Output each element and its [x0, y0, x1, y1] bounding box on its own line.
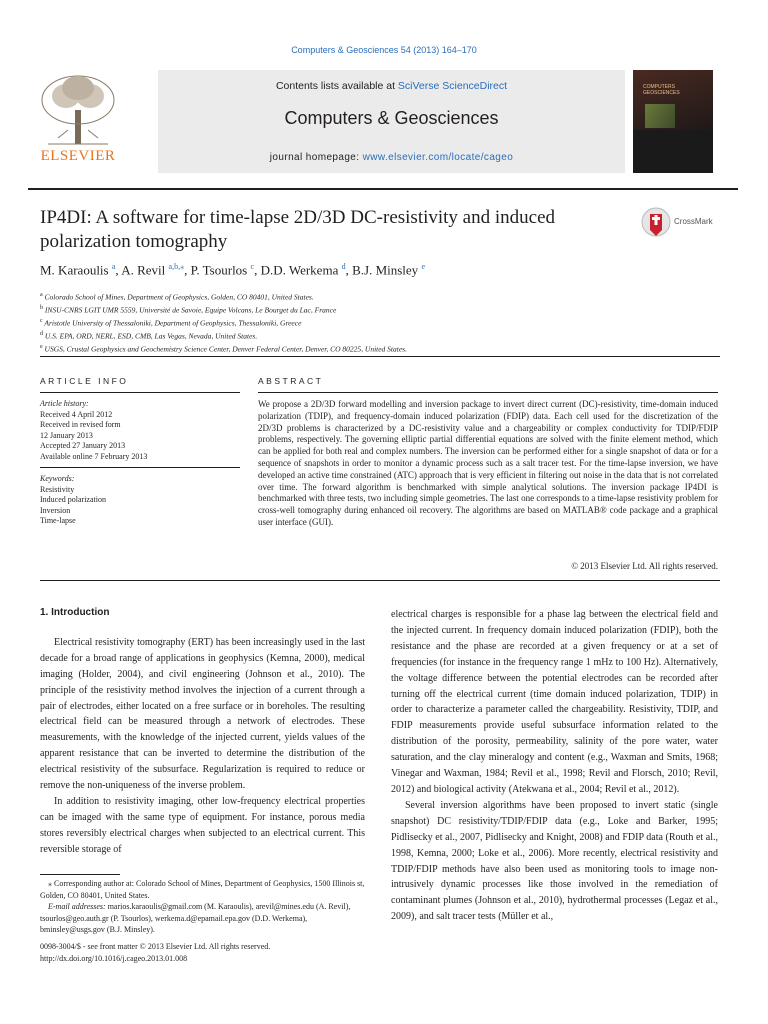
- cover-title-line2: GEOSCIENCES: [643, 90, 680, 96]
- journal-name: Computers & Geosciences: [284, 108, 499, 128]
- article-title: IP4DI: A software for time-lapse 2D/3D DC-resistivity and induced polarization tomography: [40, 207, 556, 252]
- body-paragraph: Electrical resistivity tomography (ERT) has been increasingly used in the last decade for a broad range of applications in geophysics (Kemna, 2000), medical imaging (Holder, 2004), and civil engineering (Johnson et al., 2010). The principle of the resistivity method involves the injection of a current through a pair of electrodes, either located on a free surface or in boreholes. The resulting electrical field can be measured through a network of electrodes. These measurements, with the knowledge of the injected current, yields values of the apparent resistance that can be inverted to determine the distribution of the electrical resistivity of the subsurface. Regularization is required to reduce or remove the non-uniqueness of the inverse problem.: [40, 636, 365, 792]
- author-sup[interactable]: a: [111, 262, 116, 271]
- homepage-link[interactable]: www.elsevier.com/locate/cageo: [362, 152, 514, 163]
- author-list: M. Karaoulis $^a$, A. Revil $^{a,b,⁎}$, P. Tsourlos $^c$, D.D. Werkema $^d$, B.J. Minsley $^e$: [40, 262, 425, 278]
- doi-link[interactable]: http://dx.doi.org/10.1016/j.cageo.2013.01.008: [40, 954, 188, 963]
- crossmark-icon: [640, 206, 730, 246]
- abstract-heading: ABSTRACT: [258, 376, 324, 386]
- history-item: 12 January 2013: [40, 430, 93, 440]
- contents-line: [158, 80, 625, 92]
- keywords-label: Keywords:: [40, 474, 75, 483]
- affiliation-text: Aristotle University of Thessaloniki, Department of Geophysics, Thessaloniki, Greece: [44, 318, 302, 328]
- affiliation-item: [40, 290, 720, 303]
- cover-title-line1: COMPUTERS: [643, 84, 675, 90]
- affiliation-sup: c: [40, 318, 43, 324]
- footnotes: [40, 878, 370, 936]
- keyword-item: Inversion: [40, 505, 71, 515]
- affiliations: [40, 290, 720, 355]
- author-sup[interactable]: c: [250, 262, 255, 271]
- history-label: Article history:: [40, 399, 89, 408]
- article-info: [40, 399, 240, 527]
- publisher-name: ELSEVIER: [40, 148, 116, 164]
- header-rule: [28, 188, 738, 190]
- email-note: [40, 901, 370, 936]
- sciencedirect-link[interactable]: SciVerse ScienceDirect: [397, 80, 508, 92]
- email-label: E-mail addresses:: [48, 902, 106, 911]
- article-info-heading: ARTICLE INFO: [40, 376, 129, 386]
- affiliation-text: U.S. EPA, ORD, NERL, ESD, CMB, Las Vegas, Nevada, United States.: [44, 331, 258, 341]
- history-item: Accepted 27 January 2013: [40, 441, 126, 450]
- affiliation-text: USGS, Crustal Geophysics and Geochemistry Science Center, Denver Federal Center, Denver, CO 80225, United States.: [44, 344, 407, 354]
- affiliation-sup: a: [40, 292, 43, 298]
- cover-title: [643, 84, 680, 96]
- footnote-rule: [40, 874, 120, 875]
- section-heading-introduction: 1. Introduction: [40, 607, 110, 618]
- homepage-line: [158, 152, 625, 163]
- affiliation-item: [40, 329, 720, 342]
- cover-band: [633, 130, 713, 173]
- affiliation-sup: e: [40, 344, 43, 350]
- abstract-text: We propose a 2D/3D forward modelling and inversion package to invert direct current (DC)-resistivity, time-domain induced polarization (TDIP), and frequency-domain induced polarization (FDIP) data. Each cell used for the discretization of the 2D/3D problems is characterized by a DC-resistivity value and a chargeability or complex conductivity for TDIP/FDIP problems, respectively. The governing elliptic partial differential equations are solved with the finite element method, which can be applied for both real and complex numbers. The inversion can be performed either for a single snapshot of data or for a sequence of snapshots in order to monitor a dynamic process such as a salt tracer test. For the time-lapse inversion, we have developed an active time constrained (ATC) approach that is very efficient in filtering out noise in the data that is not correlated over time. The forward algorithm is benchmarked with simple analytical solutions. The inversion package IP4DI is benchmarked with three tests, two including simple geometries. The last one corresponds to a time-lapse resistivity problem for cross-well tomography during enhanced oil recovery. The algorithms are based on MATLAB® code package and a graphical user interface (GUI).: [258, 399, 718, 527]
- body-paragraph: Several inversion algorithms have been proposed to invert static (single snapshot) DC resistivity/TDIP/FDIP data (e.g., Loke and Barker, 1995; Pidlisecky et al., 2007, Pidlisecky and Knight, 2008) and FDIP data (Routh et al., 1998, Kemna, 2000; Loke et al., 2006). More recently, electrical resistivity and TDIP/FDIP methods have also been used as monitoring tools to image non-intrusively dynamic processes like those involved in the remediation of contaminant plumes (Johnson et al., 2010), hydrothermal processes (Legaz et al., 2009), and salt tracer tests (Müller et al.,: [391, 799, 718, 923]
- crossmark-label: CrossMark: [674, 217, 713, 226]
- author-sup[interactable]: d: [341, 262, 346, 271]
- homepage-prefix: journal homepage:: [269, 152, 363, 163]
- copyright-line: © 2013 Elsevier Ltd. All rights reserved.: [571, 561, 718, 571]
- body-column-right: [391, 607, 718, 925]
- affiliation-text: INSU-CNRS LGIT UMR 5559, Université de Savoie, Equipe Volcans, Le Bourget du Lac, France: [44, 305, 337, 315]
- history-item: Received in revised form: [40, 420, 121, 429]
- keyword-item: Resistivity: [40, 484, 75, 494]
- body-paragraph: In addition to resistivity imaging, other low-frequency electrical properties can be imaged with the same type of equipment. For instance, porous media stores reversibly electrical charges when subjected to an electrical current. This reversible storage of: [40, 795, 365, 855]
- author-name: M. Karaoulis: [40, 262, 109, 278]
- section-rule: [40, 356, 720, 357]
- corresponding-author-note: ⁎ Corresponding author at: Colorado School of Mines, Department of Geophysics, 1500 Illinois st, Golden, CO 80401, United States.: [40, 879, 365, 900]
- cover-picture: [645, 104, 675, 128]
- affiliation-item: [40, 342, 720, 355]
- author-name: B.J. Minsley: [352, 262, 419, 278]
- contents-prefix: Contents lists available at: [275, 80, 398, 92]
- author-sup[interactable]: a,b,⁎: [168, 262, 185, 271]
- journal-citation[interactable]: Computers & Geosciences 54 (2013) 164–170: [291, 45, 477, 55]
- keyword-item: Time-lapse: [40, 516, 76, 525]
- keywords-rule: [40, 467, 240, 468]
- email-list[interactable]: marios.karaoulis@gmail.com (M. Karaoulis), arevil@mines.edu (A. Revil), tsourlos@geo.auth.gr (P. Tsourlos), werkema.d@epamail.epa.gov (D.D. Werkema), bminsley@usgs.gov (B.J. Minsley).: [40, 902, 351, 934]
- author-sup[interactable]: e: [421, 262, 425, 271]
- crossmark-badge[interactable]: [640, 206, 730, 246]
- history-item: Received 4 April 2012: [40, 409, 113, 419]
- journal-cover-image[interactable]: [633, 70, 713, 173]
- affiliation-item: [40, 303, 720, 316]
- history-item: Available online 7 February 2013: [40, 451, 148, 461]
- author-name: D.D. Werkema: [260, 262, 339, 278]
- affiliation-text: Colorado School of Mines, Department of Geophysics, Golden, CO 80401, United States.: [44, 292, 314, 302]
- info-rule: [40, 392, 240, 393]
- affiliation-item: [40, 316, 720, 329]
- body-column-left: [40, 605, 365, 858]
- author-name: A. Revil: [121, 262, 166, 278]
- author-name: P. Tsourlos: [190, 262, 248, 278]
- keyword-item: Induced polarization: [40, 495, 106, 504]
- abstract-bottom-rule: [40, 580, 720, 581]
- issn-line: 0098-3004/$ - see front matter © 2013 Elsevier Ltd. All rights reserved.: [40, 942, 271, 951]
- body-paragraph: electrical charges is responsible for a phase lag between the electrical field and the injected current. In frequency domain induced polarization (FDIP), both the resistance and the phase are recorded at a given frequency or at a set of frequencies (for instance in the frequency range 1 mHz to 100 Hz). Alternatively, the voltage difference between the potential electrodes can be recorded after turning off the electrical current (time domain induced polarization, TDIP) in order to characterize a parameter called the chargeability. Resistivity, TDIP, and FDIP measurements provide useful subsurface information related to the distribution of the porosity, permeability, salinity of the pore water, water saturation, and the clay mineralogy and content (e.g., Waxman and Smits, 1968; Vinegar and Waxman, 1984; Revil et al., 1998; Revil and Florsch, 2010; Revil, 2012) and biological activity (Atekwana et al., 2004; Revil et al., 2012).: [391, 609, 718, 795]
- affiliation-sup: d: [40, 331, 43, 337]
- abstract-rule: [258, 392, 718, 393]
- affiliation-sup: b: [40, 305, 43, 311]
- front-matter: [40, 941, 370, 965]
